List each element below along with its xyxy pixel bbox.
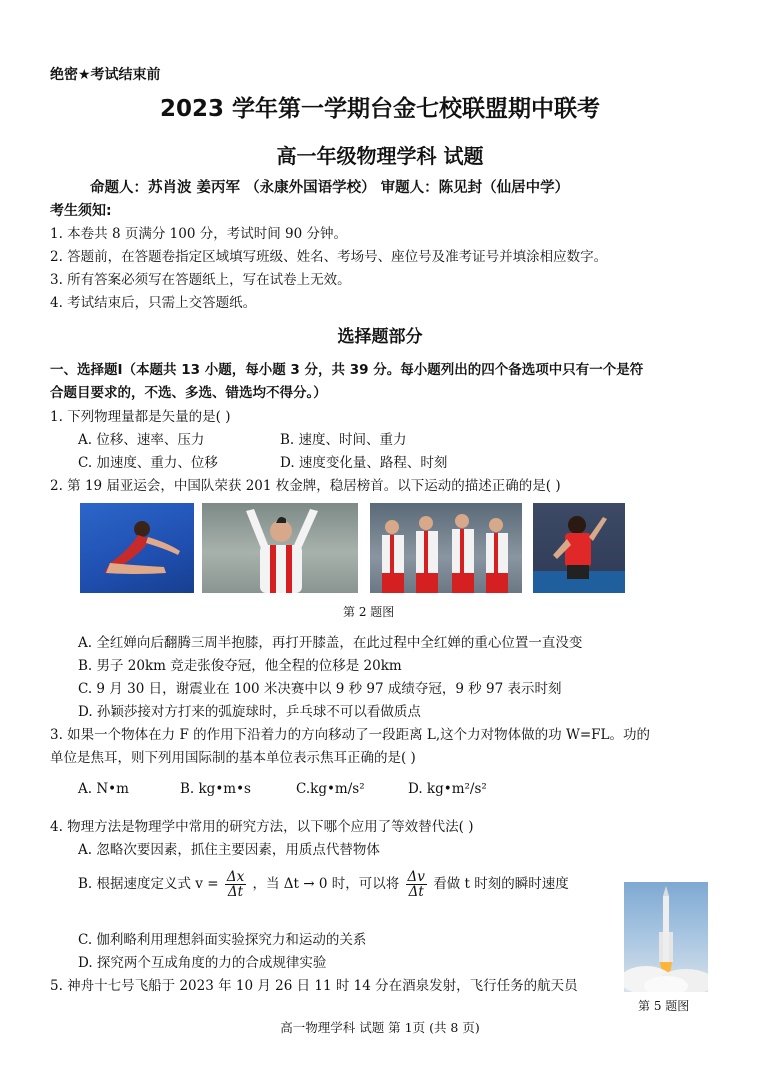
rocket-launch-photo bbox=[624, 882, 708, 992]
q2-figure-caption: 第 2 题图 bbox=[343, 605, 395, 619]
q2-stem: 2. 第 19 届亚运会，中国队荣获 201 枚金牌，稳居榜首。以下运动的描述正确的是( ) bbox=[50, 478, 561, 494]
q2-option-d: D. 孙颖莎接对方打来的弧旋球时，乒乓球不可以看做质点 bbox=[78, 704, 421, 720]
q3-stem-line-2: 单位是焦耳，则下列用国际制的基本单位表示焦耳正确的是( ) bbox=[50, 750, 416, 766]
exam-subtitle: 高一年级物理学科 试题 bbox=[276, 144, 484, 168]
fraction-denominator: Δt bbox=[408, 884, 424, 901]
q2-option-a: A. 全红婵向后翻腾三周半抱膝，再打开膝盖，在此过程中全红婵的重心位置一直没变 bbox=[78, 635, 583, 651]
race-walker-photo bbox=[202, 503, 358, 593]
q5-figure-caption: 第 5 题图 bbox=[638, 999, 690, 1013]
q1-stem: 1. 下列物理量都是矢量的是( ) bbox=[50, 409, 231, 425]
q5-stem: 5. 神舟十七号飞船于 2023 年 10 月 26 日 11 时 14 分在酒泉发射，飞行任务的航天员 bbox=[50, 978, 578, 994]
q4-b-prefix: B. 根据速度定义式 v = bbox=[78, 876, 219, 893]
instructions-line-2: 合题目要求的，不选、多选、错选均不得分。） bbox=[50, 385, 327, 401]
q4-b-suffix: 看做 t 时刻的瞬时速度 bbox=[433, 876, 569, 893]
notice-item-1: 1. 本卷共 8 页满分 100 分，考试时间 90 分钟。 bbox=[50, 226, 347, 242]
q4-option-c: C. 伽利略利用理想斜面实验探究力和运动的关系 bbox=[78, 932, 367, 948]
q4-option-b bbox=[78, 870, 569, 899]
q1-option-c: C. 加速度、重力、位移 bbox=[78, 455, 218, 471]
fraction-denominator: Δt bbox=[227, 884, 244, 901]
relay-team-photo bbox=[370, 503, 522, 593]
fraction-numerator: Δv bbox=[407, 869, 425, 885]
instructions-line-1: 一、选择题Ⅰ（本题共 13 小题，每小题 3 分，共 39 分。每小题列出的四个备选项中只有一个是符 bbox=[50, 362, 644, 378]
q2-option-b: B. 男子 20km 竞走张俊夺冠，他全程的位移是 20km bbox=[78, 658, 402, 674]
instant-velocity-fraction bbox=[406, 870, 427, 899]
q4-option-d: D. 探究两个互成角度的力的合成规律实验 bbox=[78, 955, 327, 971]
q3-option-d: D. kg•m²/s² bbox=[408, 781, 487, 797]
q1-option-b: B. 速度、时间、重力 bbox=[280, 432, 407, 448]
q1-option-a: A. 位移、速率、压力 bbox=[78, 432, 205, 448]
q4-b-middle: ，当 Δt → 0 时，可以将 bbox=[252, 876, 400, 893]
confidential-label: 绝密★考试结束前 bbox=[50, 67, 161, 83]
fraction-numerator: Δx bbox=[226, 869, 245, 885]
q3-option-c: C.kg•m/s² bbox=[296, 781, 365, 797]
exam-title: 2023 学年第一学期台金七校联盟期中联考 bbox=[159, 96, 601, 122]
diver-photo bbox=[80, 503, 194, 593]
notice-heading: 考生须知: bbox=[50, 203, 112, 219]
q2-option-c: C. 9 月 30 日，谢震业在 100 米决赛中以 9 秒 97 成绩夺冠，9 秒 97 表示时刻 bbox=[78, 681, 562, 697]
authors-line: 命题人：苏肖波 姜丙军 （永康外国语学校） 审题人：陈见封（仙居中学） bbox=[90, 180, 570, 196]
page-footer: 高一物理学科 试题 第 1页 (共 8 页) bbox=[280, 1020, 480, 1035]
notice-item-4: 4. 考试结束后，只需上交答题纸。 bbox=[50, 295, 257, 311]
q3-option-a: A. N•m bbox=[78, 781, 129, 797]
q3-stem-line-1: 3. 如果一个物体在力 F 的作用下沿着力的方向移动了一段距离 L,这个力对物体做的功 W=FL。功的 bbox=[50, 727, 650, 743]
q1-option-d: D. 速度变化量、路程、时刻 bbox=[280, 455, 448, 471]
section-title: 选择题部分 bbox=[337, 327, 423, 347]
notice-item-2: 2. 答题前，在答题卷指定区域填写班级、姓名、考场号、座位号及准考证号并填涂相应数字。 bbox=[50, 249, 608, 265]
table-tennis-photo bbox=[533, 503, 625, 593]
velocity-definition-fraction bbox=[225, 870, 246, 899]
q4-option-a: A. 忽略次要因素，抓住主要因素，用质点代替物体 bbox=[78, 842, 380, 858]
q3-option-b: B. kg•m•s bbox=[180, 781, 251, 797]
q4-stem: 4. 物理方法是物理学中常用的研究方法，以下哪个应用了等效替代法( ) bbox=[50, 819, 474, 835]
notice-item-3: 3. 所有答案必须写在答题纸上，写在试卷上无效。 bbox=[50, 272, 351, 288]
